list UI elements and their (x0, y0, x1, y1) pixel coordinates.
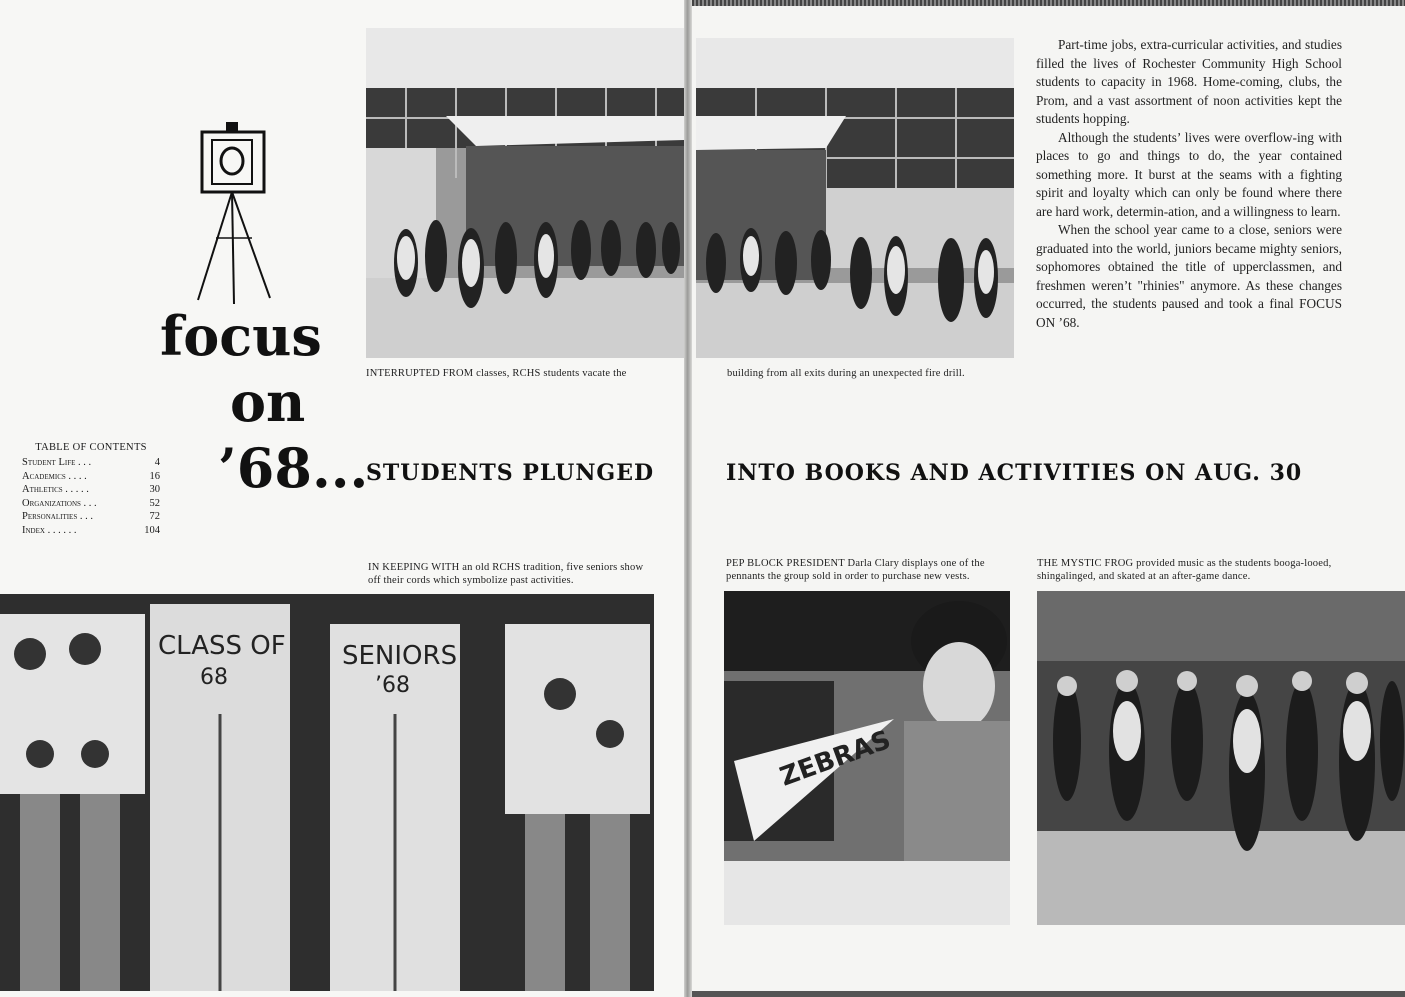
page-gutter (684, 0, 692, 997)
toc-item-label: Academics . . . . (22, 470, 87, 482)
toc-title: TABLE OF CONTENTS (35, 442, 147, 453)
title-68: ’68... (218, 436, 369, 500)
caption-mystic-frog: THE MYSTIC FROG provided music as the students booga-looed, shingalinged, and skated at an after-game dance. (1037, 558, 1332, 582)
intro-paragraph: When the school year came to a close, seniors were graduated into the world, juniors became mighty seniors, sophomores obtained the title of upperclassmen, and freshmen weren’t "rhinies" anymore. As these changes occurred, the students paused and took a final FOCUS ON ’68. (1036, 222, 1342, 330)
caption-pep-block: PEP BLOCK PRESIDENT Darla Clary displays one of the pennants the group sold in order to purchase new vests. (726, 558, 985, 582)
caption-cords: IN KEEPING WITH an old RCHS tradition, five seniors show off their cords which symbolize past activities. (368, 562, 644, 586)
cords-class-text: CLASS OF (158, 631, 286, 661)
toc-item (22, 497, 160, 511)
title-on: on (230, 370, 306, 434)
intro-paragraph: Part-time jobs, extra-curricular activities, and studies filled the lives of Rochester Community High School students to capacity in 1968. Home-coming, clubs, the Prom, and a vast assortment of noon activities kept the students hopping. (1036, 37, 1342, 126)
toc-item-page: 16 (149, 470, 160, 482)
toc-item-label: Organizations . . . (22, 497, 97, 509)
toc-item (22, 483, 160, 497)
camera-tripod-icon (188, 118, 278, 308)
pennant-text: ZEBRAS (776, 724, 895, 793)
toc-item-page: 104 (144, 524, 160, 536)
fire-drill-photo-left (366, 28, 684, 358)
toc-item (22, 510, 160, 524)
toc-item-page: 30 (149, 484, 160, 495)
fire-drill-photo-right (696, 38, 1014, 358)
title-focus: focus (160, 304, 322, 368)
toc-item-label: Personalities . . . (22, 511, 93, 522)
toc-item-label: Index . . . . . . (22, 524, 77, 536)
senior-cords-photo (0, 594, 654, 991)
intro-paragraph: Although the students’ lives were overflow-ing with places to go and things to do, the year contained something more. It burst at the seams with a fighting spirit and loyalty which can only be found where there are hard work, determin-ation, and a willingness to learn. (1036, 129, 1342, 219)
caption-fire-drill-right: building from all exits during an unexpected fire drill. (727, 368, 965, 379)
caption-fire-drill-left: INTERRUPTED FROM classes, RCHS students vacate the (366, 368, 627, 379)
headline-left: STUDENTS PLUNGED (366, 460, 655, 486)
toc-item-page: 72 (149, 511, 160, 522)
cords-seniors-68-text: ’68 (375, 673, 410, 698)
toc-item-page: 52 (149, 497, 160, 509)
bottom-edge-strip (692, 991, 1405, 997)
toc-item (22, 456, 160, 470)
intro-body-text (1036, 36, 1342, 332)
toc-item-label: Athletics . . . . . (22, 484, 89, 495)
table-of-contents (22, 442, 160, 537)
mystic-frog-dance-photo (1037, 591, 1405, 925)
toc-item (22, 524, 160, 538)
cords-68-text: 68 (200, 665, 228, 690)
toc-item-label: Student Life . . . (22, 457, 92, 468)
cords-seniors-text: SENIORS (342, 641, 458, 671)
top-edge-strip (692, 0, 1405, 6)
headline-right: INTO BOOKS AND ACTIVITIES ON AUG. 30 (726, 460, 1303, 486)
pep-block-photo (724, 591, 1010, 925)
toc-item (22, 470, 160, 484)
toc-item-page: 4 (154, 457, 160, 468)
